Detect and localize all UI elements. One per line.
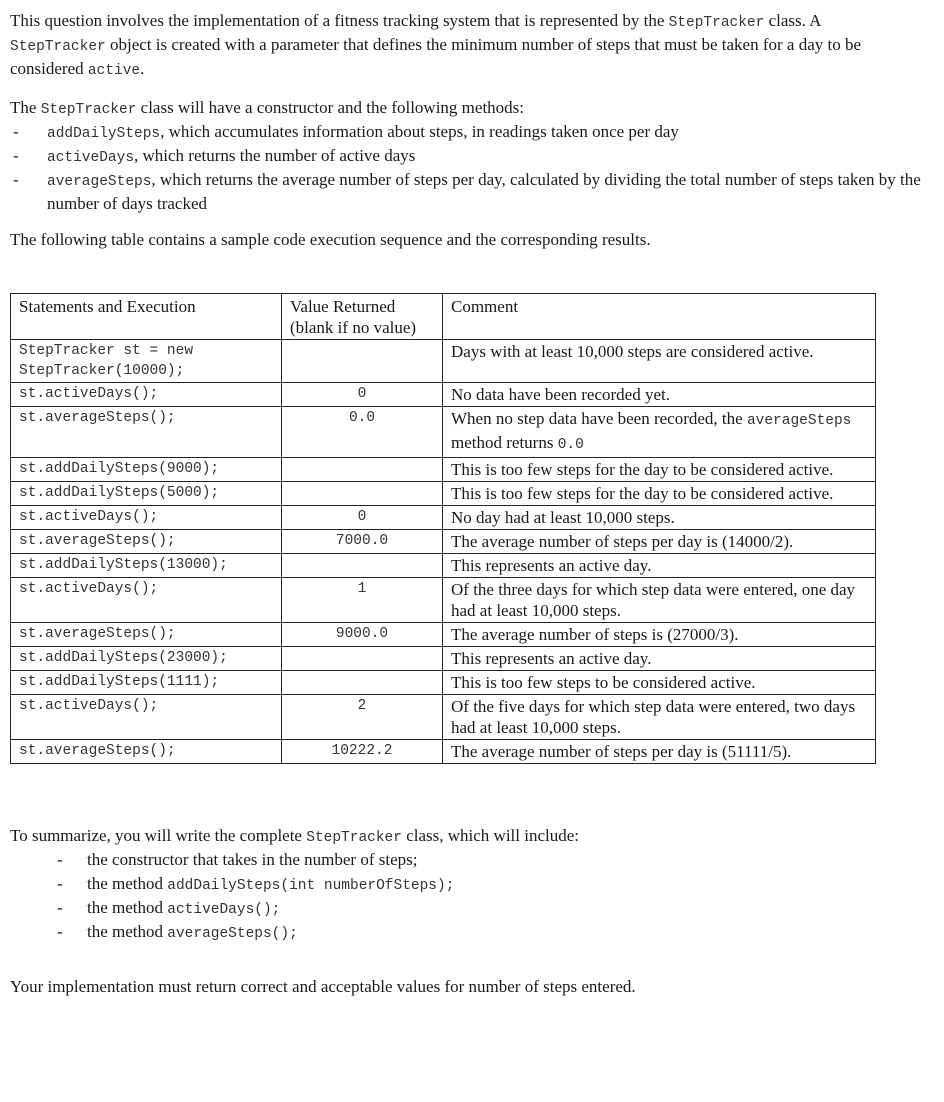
value-cell — [282, 647, 443, 671]
summary-item — [10, 897, 910, 921]
method-description: , which returns the number of active days — [134, 146, 416, 165]
value-cell — [282, 671, 443, 695]
execution-table — [10, 293, 876, 764]
method-item-activedays — [10, 145, 930, 169]
statement-cell: st.averageSteps(); — [11, 530, 282, 554]
methods-list — [10, 121, 930, 214]
summary-item-code: averageSteps(); — [167, 926, 298, 942]
methods-section — [10, 97, 930, 214]
comment-cell: Of the five days for which step data were entered, two days had at least 10,000 steps. — [443, 695, 876, 740]
summary-item-text: the constructor that takes in the number of steps; — [87, 850, 418, 869]
statement-cell: st.addDailySteps(5000); — [11, 482, 282, 506]
table-row — [11, 671, 876, 695]
summary-code-steptracker: StepTracker — [306, 830, 402, 846]
value-cell: 10222.2 — [282, 740, 443, 764]
intro-text-4: . — [140, 59, 145, 78]
value-cell: 1 — [282, 578, 443, 623]
intro-text-1: This question involves the implementation of a fitness tracking system that is represented by the — [10, 11, 669, 30]
summary-item — [10, 849, 910, 873]
table-row — [11, 407, 876, 458]
table-body — [11, 340, 876, 764]
list-dash: - — [13, 170, 19, 189]
intro-code-active: active — [87, 63, 141, 79]
summary-list — [10, 849, 910, 945]
statement-cell: st.averageSteps(); — [11, 740, 282, 764]
method-description: , which accumulates information about steps, in readings taken once per day — [160, 122, 679, 141]
table-row — [11, 458, 876, 482]
intro-code-steptracker: StepTracker — [668, 15, 765, 31]
table-row — [11, 647, 876, 671]
table-header-row — [11, 294, 876, 340]
comment-cell: This is too few steps to be considered active. — [443, 671, 876, 695]
comment-cell: Of the three days for which step data were entered, one day had at least 10,000 steps. — [443, 578, 876, 623]
comment-cell: The average number of steps per day is (51111/5). — [443, 740, 876, 764]
comment-text: When no step data have been recorded, the — [451, 409, 747, 428]
list-dash: - — [13, 122, 19, 141]
methods-text-1: The — [10, 98, 41, 117]
summary-item-code: activeDays(); — [167, 902, 281, 918]
list-dash: - — [57, 874, 63, 893]
method-code: activeDays — [47, 150, 135, 166]
comment-cell — [443, 407, 876, 458]
summary-text-2: class, which will include: — [401, 826, 580, 845]
intro-text-3: object is created with a parameter that defines the minimum number of steps that must be taken for a day to be considered — [10, 35, 862, 78]
statement-cell: st.activeDays(); — [11, 383, 282, 407]
table-row — [11, 482, 876, 506]
value-cell: 2 — [282, 695, 443, 740]
comment-cell: The average number of steps per day is (14000/2). — [443, 530, 876, 554]
methods-code-steptracker: StepTracker — [40, 102, 137, 118]
statement-cell: st.addDailySteps(1111); — [11, 671, 282, 695]
comment-cell: No day had at least 10,000 steps. — [443, 506, 876, 530]
method-item-adddailysteps — [10, 121, 930, 145]
comment-cell: This represents an active day. — [443, 647, 876, 671]
summary-intro — [10, 825, 910, 849]
comment-cell: No data have been recorded yet. — [443, 383, 876, 407]
method-code: averageSteps — [47, 174, 152, 190]
comment-cell: This is too few steps for the day to be considered active. — [443, 458, 876, 482]
value-cell — [282, 554, 443, 578]
statement-cell: st.activeDays(); — [11, 506, 282, 530]
summary-item-text: the method — [87, 922, 168, 941]
closing-paragraph: Your implementation must return correct and acceptable values for number of steps entered. — [10, 977, 636, 996]
table-row — [11, 695, 876, 740]
table-row — [11, 530, 876, 554]
value-cell: 7000.0 — [282, 530, 443, 554]
header-statements: Statements and Execution — [11, 294, 282, 340]
summary-item — [10, 921, 910, 945]
method-code: addDailySteps — [47, 126, 161, 142]
summary-item-text: the method — [87, 898, 168, 917]
comment-cell: This represents an active day. — [443, 554, 876, 578]
methods-intro-line — [10, 97, 930, 121]
table-row — [11, 383, 876, 407]
value-cell — [282, 482, 443, 506]
comment-cell: Days with at least 10,000 steps are considered active. — [443, 340, 876, 383]
value-cell: 0 — [282, 506, 443, 530]
statement-cell: st.activeDays(); — [11, 695, 282, 740]
table-row — [11, 340, 876, 383]
summary-item — [10, 873, 910, 897]
intro-code-steptracker-2: StepTracker — [10, 39, 106, 55]
statement-cell: st.addDailySteps(23000); — [11, 647, 282, 671]
statement-cell: st.addDailySteps(13000); — [11, 554, 282, 578]
summary-section — [10, 825, 910, 945]
statement-cell: st.averageSteps(); — [11, 623, 282, 647]
summary-item-code: addDailySteps(int numberOfSteps); — [167, 878, 455, 894]
value-cell: 0.0 — [282, 407, 443, 458]
comment-text: method returns — [451, 433, 558, 452]
method-description: , which returns the average number of steps per day, calculated by dividing the total number of steps taken by the number of days tracked — [47, 170, 921, 213]
header-comment: Comment — [443, 294, 876, 340]
value-cell: 9000.0 — [282, 623, 443, 647]
table-intro: The following table contains a sample code execution sequence and the corresponding results. — [10, 230, 651, 249]
intro-paragraph — [10, 10, 910, 82]
value-cell: 0 — [282, 383, 443, 407]
summary-item-text: the method — [87, 874, 168, 893]
intro-text-2: class. A — [764, 11, 821, 30]
statement-cell: st.activeDays(); — [11, 578, 282, 623]
table-row — [11, 740, 876, 764]
table-row — [11, 554, 876, 578]
table-row — [11, 578, 876, 623]
summary-text-1: To summarize, you will write the complete — [10, 826, 307, 845]
statement-cell: st.addDailySteps(9000); — [11, 458, 282, 482]
list-dash: - — [57, 898, 63, 917]
statement-cell: st.averageSteps(); — [11, 407, 282, 458]
value-cell — [282, 458, 443, 482]
comment-code: 0.0 — [557, 437, 584, 453]
list-dash: - — [57, 850, 63, 869]
comment-code: averageSteps — [746, 413, 852, 429]
comment-cell: This is too few steps for the day to be considered active. — [443, 482, 876, 506]
table-row — [11, 506, 876, 530]
methods-text-2: class will have a constructor and the following methods: — [136, 98, 525, 117]
statement-cell: StepTracker st = new StepTracker(10000); — [11, 340, 282, 383]
list-dash: - — [57, 922, 63, 941]
method-item-averagesteps — [10, 169, 930, 214]
header-value-returned: Value Returned (blank if no value) — [282, 294, 443, 340]
table-row — [11, 623, 876, 647]
value-cell — [282, 340, 443, 383]
comment-cell: The average number of steps is (27000/3). — [443, 623, 876, 647]
list-dash: - — [13, 146, 19, 165]
